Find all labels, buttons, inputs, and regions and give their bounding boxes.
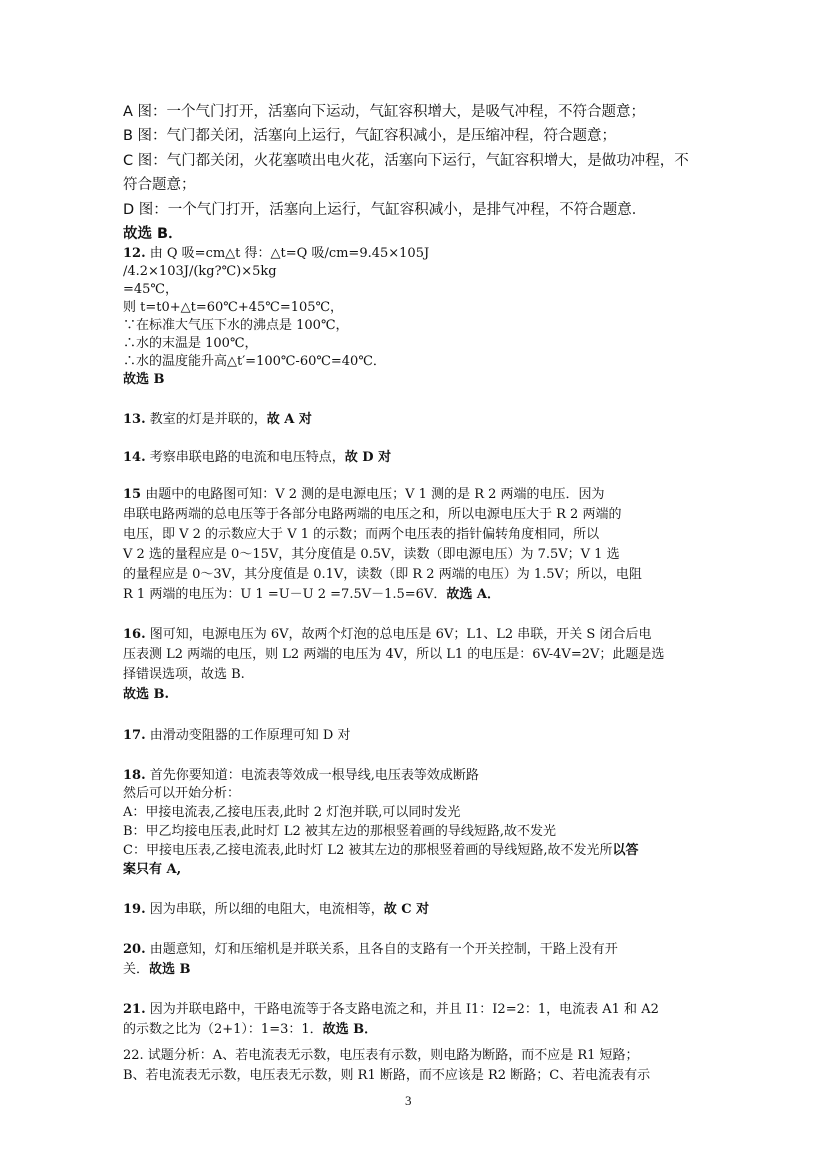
text: B、若电流表无示数，电压表无示数，则 R1 断路，而不应该是 R2 断路；C、若电流表有示 bbox=[123, 1068, 651, 1083]
text-line bbox=[123, 410, 312, 430]
text-line bbox=[123, 280, 178, 300]
text-line bbox=[123, 485, 605, 505]
text-line bbox=[123, 665, 245, 685]
text-line bbox=[123, 316, 349, 336]
text-line bbox=[123, 126, 616, 146]
text: A：甲接电流表,乙接电压表,此时 2 灯泡并联,可以同时发光 bbox=[123, 805, 461, 820]
text: D 图：一个气门打开，活塞向上运行，气缸容积减小，是排气冲程，不符合题意． bbox=[123, 202, 647, 218]
page-number: 3 bbox=[405, 1093, 412, 1108]
text: 串联电路两端的总电压等于各部分电路两端的电压之和，所以电源电压大于 R 2 两端的 bbox=[123, 507, 622, 522]
text: 由滑动变阻器的工作原理可知 D 对 bbox=[145, 728, 351, 743]
text: 的示数之比为（2+1）：1=3：1． bbox=[123, 1022, 323, 1037]
text-line bbox=[123, 262, 277, 282]
text-line bbox=[123, 352, 386, 372]
text-line bbox=[123, 151, 689, 171]
text: 首先你要知道：电流表等效成一根导线,电压表等效成断路 bbox=[145, 768, 479, 783]
text: 择错误选项，故选 B. bbox=[123, 667, 245, 682]
text: 考察串联电路的电流和电压特点， bbox=[145, 450, 345, 465]
text-line bbox=[123, 784, 240, 804]
text: ∵在标准大气压下水的沸点是 100℃， bbox=[123, 318, 349, 333]
question-number: 20. bbox=[123, 942, 146, 957]
text-line bbox=[123, 726, 350, 746]
text: 则 t=t0+△t=60℃+45℃=105℃， bbox=[123, 300, 344, 315]
text: A 图：一个气门打开，活塞向下运动，气缸容积增大，是吸气冲程，不符合题意； bbox=[123, 104, 646, 120]
text: 故选 B. bbox=[123, 687, 170, 702]
answer: 故 A 对 bbox=[266, 412, 312, 427]
text-line bbox=[123, 525, 599, 545]
text-line bbox=[123, 1046, 639, 1066]
text-line bbox=[123, 505, 621, 525]
text: 符合题意； bbox=[123, 177, 196, 193]
text: 故选 B． bbox=[123, 226, 183, 242]
text: 然后可以开始分析： bbox=[123, 786, 241, 801]
answer: 以答 bbox=[612, 843, 639, 858]
text: 教室的灯是并联的， bbox=[145, 412, 267, 427]
text-line bbox=[123, 565, 642, 585]
text: C：甲接电压表,乙接电流表,此时灯 L2 被其左边的那根竖着画的导线短路,故不发光所 bbox=[123, 843, 613, 858]
question-number: 15 bbox=[123, 487, 142, 502]
question-number: 18. bbox=[123, 768, 146, 783]
text-line bbox=[123, 334, 258, 354]
text: V 2 选的量程应是 0～15V，其分度值是 0.5V，读数（即电源电压）为 7.5V；V 1 选 bbox=[123, 547, 620, 562]
text: ∴水的末温是 100℃， bbox=[123, 336, 258, 351]
text: R 1 两端的电压为：U 1 =U－U 2 =7.5V－1.5=6V． bbox=[123, 587, 447, 602]
answer: 故 D 对 bbox=[344, 450, 392, 465]
text-line bbox=[123, 645, 664, 665]
text-line bbox=[123, 200, 646, 220]
text: 压表测 L2 两端的电压，则 L2 两端的电压为 4V，所以 L1 的电压是：6V-4V=2V；此题是选 bbox=[123, 647, 665, 662]
text: ∴水的温度能升高△t′=100℃-60℃=40℃． bbox=[123, 354, 386, 369]
text-line bbox=[123, 1066, 650, 1086]
text: =45℃， bbox=[123, 282, 178, 297]
question-number: 14. bbox=[123, 450, 146, 465]
question-number: 12. bbox=[123, 246, 146, 261]
text: 的量程应是 0～3V，其分度值是 0.1V，读数（即 R 2 两端的电压）为 1.5V；所以，电阻 bbox=[123, 567, 642, 582]
question-number: 16. bbox=[123, 627, 146, 642]
text: 电压，即 V 2 的示数应大于 V 1 的示数；而两个电压表的指针偏转角度相同，所以 bbox=[123, 527, 600, 542]
answer-line bbox=[123, 685, 169, 705]
text-line bbox=[123, 960, 191, 980]
text: C 图：气门都关闭，火花塞喷出电火花，活塞向下运行，气缸容积增大，是做功冲程，不 bbox=[123, 153, 689, 169]
text: 由题意知，灯和压缩机是并联关系，且各自的支路有一个开关控制，干路上没有开 bbox=[145, 942, 618, 957]
text: 因为并联电路中，干路电流等于各支路电流之和，并且 I1：I2=2：1，电流表 A1 和 A2 bbox=[145, 1002, 659, 1017]
text-line bbox=[123, 585, 500, 605]
text: 由题中的电路图可知：V 2 测的是电源电压；V 1 测的是 R 2 两端的电压．因为 bbox=[141, 487, 605, 502]
answer: 故选 A． bbox=[446, 587, 500, 602]
text-line bbox=[123, 175, 196, 195]
text-line bbox=[123, 545, 620, 565]
question-number: 17. bbox=[123, 728, 146, 743]
answer: 故选 B． bbox=[322, 1022, 378, 1037]
text: 由 Q 吸=cm△t 得：△t=Q 吸/cm=9.45×105J bbox=[145, 246, 430, 261]
text-line bbox=[123, 244, 429, 264]
answer-line bbox=[123, 370, 165, 390]
text-line bbox=[123, 940, 618, 960]
text-line bbox=[123, 1000, 659, 1020]
text: 图可知，电源电压为 6V，故两个灯泡的总电压是 6V；L1、L2 串联，开关 S 闭合后电 bbox=[145, 627, 652, 642]
text: B 图：气门都关闭，活塞向上运行，气缸容积减小，是压缩冲程，符合题意； bbox=[123, 128, 617, 144]
text: 案只有 A, bbox=[123, 862, 182, 877]
text-line bbox=[123, 1020, 377, 1040]
question-number: 13. bbox=[123, 412, 146, 427]
question-number: 19. bbox=[123, 902, 146, 917]
answer-line bbox=[123, 860, 181, 880]
text-line bbox=[123, 766, 479, 786]
text-line bbox=[123, 900, 429, 920]
text: 关． bbox=[123, 962, 150, 977]
text-line bbox=[123, 102, 645, 122]
text-line bbox=[123, 803, 460, 823]
text: 故选 B bbox=[123, 372, 165, 387]
text: 因为串联，所以细的电阻大，电流相等， bbox=[145, 902, 384, 917]
text: /4.2×103J/(kg?℃)×5kg bbox=[123, 264, 277, 279]
text-line bbox=[123, 822, 556, 842]
text-line bbox=[123, 298, 343, 318]
answer: 故 C 对 bbox=[383, 902, 430, 917]
text-line bbox=[123, 841, 639, 861]
text: B：甲乙均接电压表,此时灯 L2 被其左边的那根竖着画的导线短路,故不发光 bbox=[123, 824, 556, 839]
answer-line bbox=[123, 224, 183, 244]
question-number: 21. bbox=[123, 1002, 146, 1017]
text-line bbox=[123, 625, 651, 645]
text-line bbox=[123, 448, 391, 468]
text: 22. 试题分析：A、若电流表无示数，电压表有示数，则电路为断路，而不应是 R1 短路； bbox=[123, 1048, 639, 1063]
answer: 故选 B bbox=[149, 962, 191, 977]
